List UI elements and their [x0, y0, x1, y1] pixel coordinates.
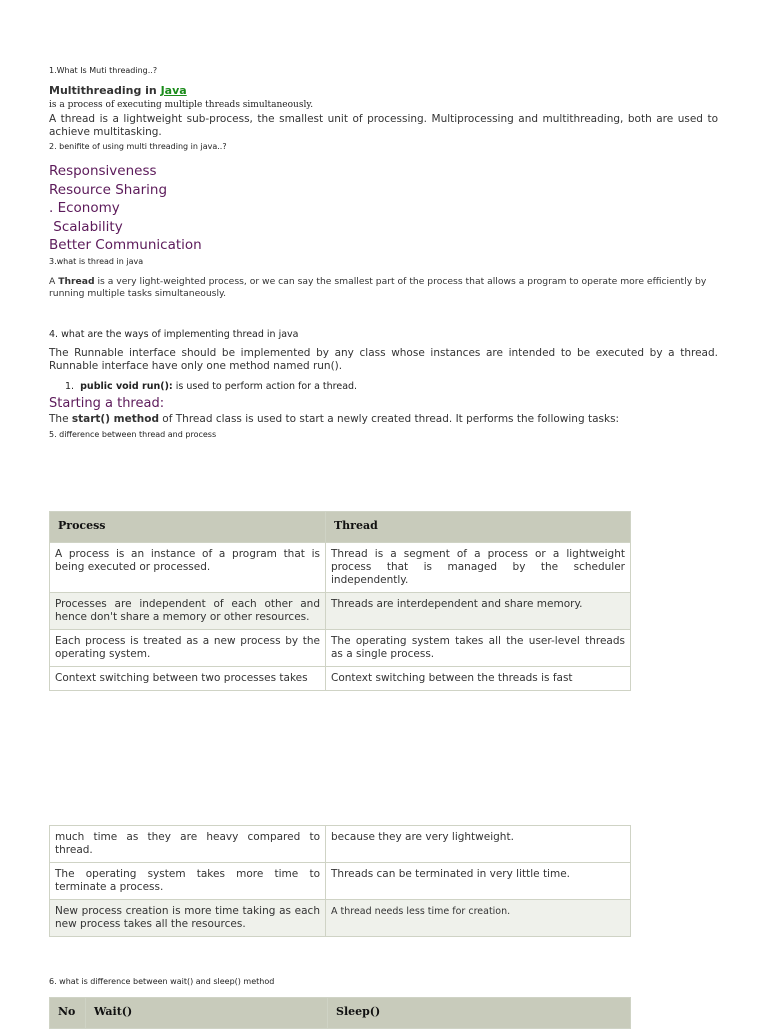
table-row: [50, 863, 631, 900]
question-2: 2. benifite of using multi threading in java..?: [49, 142, 227, 151]
process-thread-table-continued: [49, 825, 631, 937]
table-cell: Threads are interdependent and share memory.: [326, 593, 631, 630]
list-number: 1.: [65, 381, 75, 392]
benefits-list: [49, 162, 202, 255]
start-rest: of Thread class is used to start a newly created thread. It performs the following tasks:: [158, 413, 620, 425]
table-header-row: [50, 512, 631, 543]
question-3: 3.what is thread in java: [49, 257, 144, 266]
table-cell: Context switching between the threads is fast: [326, 667, 631, 691]
definition-line: is a process of executing multiple threads simultaneously.: [49, 100, 314, 110]
table-cell: The operating system takes more time to terminate a process.: [50, 863, 326, 900]
starting-thread-heading: Starting a thread:: [49, 396, 165, 411]
table-cell: Processes are independent of each other and hence don't share a memory or other resources.: [50, 593, 326, 630]
table-cell: much time as they are heavy compared to thread.: [50, 826, 326, 863]
header-process: Process: [50, 512, 326, 543]
table-cell: Each process is treated as a new process by the operating system.: [50, 630, 326, 667]
table-cell: A thread needs less time for creation.: [326, 900, 631, 937]
header-sleep: Sleep(): [328, 998, 631, 1029]
question-1: 1.What Is Muti threading..?: [49, 66, 158, 75]
table-cell: New process creation is more time taking as each new process takes all the resources.: [50, 900, 326, 937]
multithreading-heading: [49, 84, 187, 97]
benefit-item: Better Communication: [49, 237, 202, 254]
runnable-paragraph: The Runnable interface should be implemented by any class whose instances are intended to be executed by a thread. Runnable interface have only one method named run().: [49, 347, 718, 372]
table-row: [50, 826, 631, 863]
table-cell: Context switching between two processes takes: [50, 667, 326, 691]
table-cell: Threads can be terminated in very little time.: [326, 863, 631, 900]
thread-paragraph: A thread is a lightweight sub-process, the smallest unit of processing. Multiprocessing and multithreading, both are used to achieve multitasking.: [49, 113, 718, 138]
table-row: [50, 667, 631, 691]
start-method-bold: start() method: [71, 413, 159, 425]
table-row: [50, 543, 631, 593]
thread-def-prefix: A: [49, 276, 59, 287]
question-5: 5. difference between thread and process: [49, 430, 217, 439]
benefit-item: Scalability: [49, 218, 123, 235]
run-method-list-item: [65, 381, 357, 392]
benefit-item: . Economy: [49, 200, 120, 217]
header-thread: Thread: [326, 512, 631, 543]
thread-def-bold: Thread: [58, 276, 95, 287]
run-method-desc: is used to perform action for a thread.: [172, 381, 358, 392]
thread-definition: [49, 276, 718, 300]
question-6: 6. what is difference between wait() and sleep() method: [49, 977, 275, 986]
table-cell: The operating system takes all the user-level threads as a single process.: [326, 630, 631, 667]
benefit-item: Responsiveness: [49, 163, 157, 179]
heading-prefix: Multithreading in: [49, 84, 161, 97]
table-row: [50, 900, 631, 937]
start-prefix: The: [49, 413, 72, 425]
process-thread-table: [49, 511, 631, 691]
table-row: [50, 593, 631, 630]
table-cell: because they are very lightweight.: [326, 826, 631, 863]
java-link[interactable]: Java: [160, 84, 187, 97]
thread-def-rest: is a very light-weighted process, or we can say the smallest part of the process that allows a program to operate more efficiently by running multiple tasks simultaneously.: [49, 276, 707, 299]
header-no: No: [50, 998, 86, 1029]
run-method-bold: public void run():: [80, 381, 173, 392]
table-cell: A process is an instance of a program that is being executed or processed.: [50, 543, 326, 593]
table-cell: Thread is a segment of a process or a lightweight process that is managed by the scheduler independently.: [326, 543, 631, 593]
table-row: [50, 630, 631, 667]
start-method-paragraph: [49, 413, 718, 426]
header-wait: Wait(): [86, 998, 328, 1029]
question-4: 4. what are the ways of implementing thread in java: [49, 329, 299, 340]
wait-sleep-table: [49, 997, 631, 1029]
benefit-item: Resource Sharing: [49, 181, 168, 198]
